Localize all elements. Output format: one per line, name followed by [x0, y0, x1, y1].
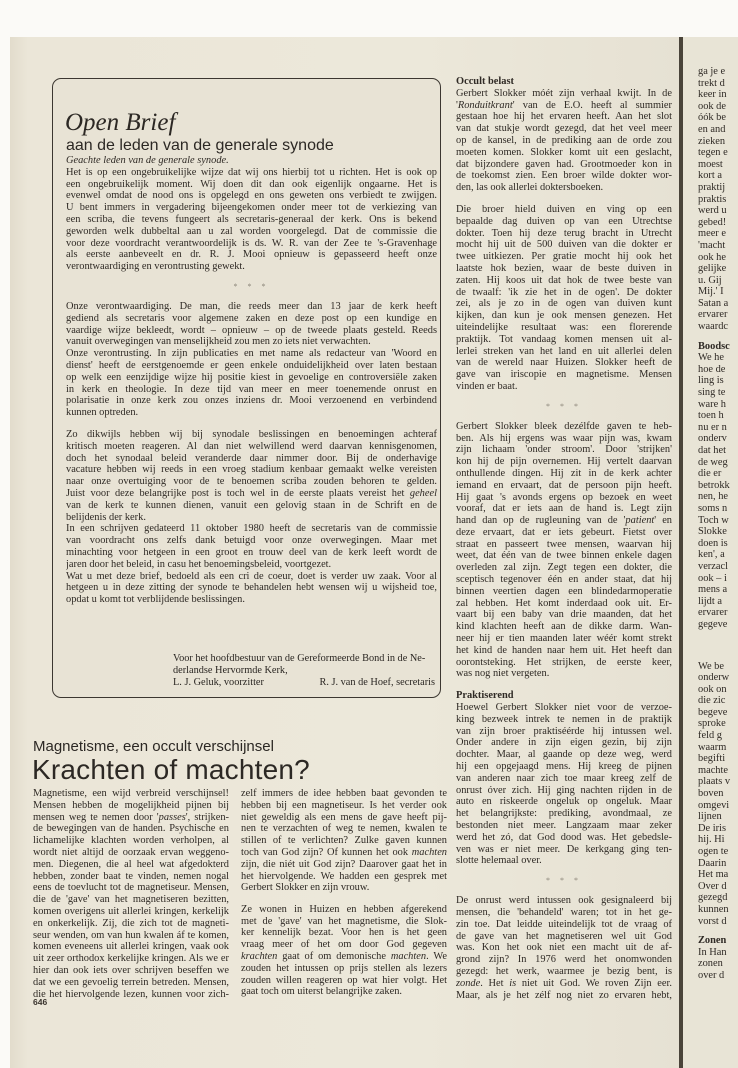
text-line: tegen e: [698, 147, 728, 159]
text-line: plaats v: [698, 776, 731, 788]
text-line: van dat stukje wordt gezegd, dat het veel meer: [456, 123, 672, 135]
text-segment: mensen weg te nemen door ': [33, 811, 159, 823]
emphasis: is: [509, 977, 517, 989]
text-line: Geachte leden van de generale synode.: [66, 155, 229, 166]
text-segment: toch van God zijn? Of kunnen het ook: [241, 846, 412, 858]
text-line: 'macht: [698, 239, 726, 251]
paragraph: [33, 788, 229, 1000]
text-line: hebben bij een magnetiseur. Is het verder ook: [241, 799, 447, 811]
paragraph: [66, 167, 437, 273]
text-line: oorontsteking. Het strijken, de eerste keer,: [456, 656, 672, 668]
text-line: stillen of te verlichten? Zulke gaven kunnen: [241, 835, 447, 847]
emphasis: machten: [390, 951, 427, 963]
article-column-2: [241, 788, 447, 998]
emphasis: machten: [411, 846, 447, 858]
text-line: mensen, die 'behandeld' waren; tot in het ge-: [456, 907, 672, 918]
subheading: Occult belast: [456, 76, 515, 87]
section-divider: * * *: [546, 876, 582, 886]
text-line: ling is: [698, 375, 724, 387]
text-line: [33, 812, 229, 824]
text-line: vaart bij een baby van drie maanden, dat het: [456, 609, 672, 621]
text-line: [456, 978, 672, 990]
text-line: In een schrijven gedateerd 11 oktober 1980 heeft de secretaris van de commissie: [66, 523, 437, 535]
text-segment: ' van de E.O. heeft al summier: [512, 99, 672, 111]
text-line: werd het zó, dat God dood was. Het gebedsle-: [456, 831, 672, 843]
text-line: ven was er niet meer. De kerkgang ging ten-: [456, 843, 672, 855]
text-line: op welk een eenzijdige wijze hij positie kiest in gevoelige en controversiële zaken: [66, 371, 437, 383]
text-line: hij een opgejaagd mens. Hij kreeg de pijnen: [456, 761, 672, 773]
text-line: hij. Hi: [698, 834, 725, 846]
text-line: ervarer: [698, 309, 728, 321]
text-line: de twaalf: 'ik zie het in de ogen'. De dokter: [456, 286, 672, 298]
text-line: zei, als je zo in de ogen van duiven kunt: [456, 298, 672, 310]
text-line: voor deze voordracht verantwoordelijk is ds. W. R. van der Zee te 's-Gravenhage: [66, 237, 437, 249]
text-line: lichamelijke klachten worden verholpen, al: [33, 835, 229, 847]
signature-line: Voor het hoofdbestuur van de Gereformeerde Bond in de Ne-: [173, 653, 426, 664]
text-line: overleden zal zijn. Zegt tegen een dokter, die: [456, 562, 672, 574]
text-line: onrust óver zich. Hij ging nachten rijden in de: [456, 784, 672, 796]
text-line: komen overigens uit allerlei kringen, kerkelijk: [33, 905, 229, 917]
paragraph: [456, 895, 672, 1001]
open-brief-title: Open Brief: [65, 109, 176, 136]
text-line: [241, 951, 447, 963]
text-line: van de kerk te kunnen dienen, vanuit een gelovig staan in de Schrift en de: [66, 499, 437, 511]
paragraph: [456, 702, 672, 867]
text-segment: niet uit God. We roven Zijn eer.: [516, 977, 672, 989]
text-line: zouden willen reageren op wat hier volgt. Het: [241, 974, 447, 986]
text-line: ook on: [698, 683, 727, 695]
text-line: eens de toevlucht tot de magnetiseur. Mensen,: [33, 882, 229, 894]
text-line: Satan a: [698, 297, 729, 309]
subheading: Zonen: [698, 935, 727, 947]
text-line: Het is op een ongebruikelijke wijze dat wij ons hierbij tot u richten. Het is ook op: [66, 166, 437, 178]
text-line: en and: [698, 123, 726, 135]
text-line: Hoewel Gerbert Slokker niet voor de verzoe-: [456, 702, 672, 714]
text-line: trekt d: [698, 77, 725, 89]
emphasis: geheel: [409, 487, 437, 499]
text-line: hetgeen u in deze zitting der synode te behandelen hebt wensen wij u wijsheid toe,: [66, 582, 437, 594]
paragraph: [698, 947, 738, 982]
text-line: men. Diegenen, die al heel wat afgedokterd: [33, 858, 229, 870]
text-line: bestonden niet meer. Langzaam maar zeker: [456, 820, 672, 832]
text-line: dat we een gevoelig terrein betreden. Mensen,: [33, 976, 229, 988]
section-divider: * * *: [233, 281, 270, 291]
text-line: nu er n: [698, 421, 727, 433]
text-line: De onrust werd intussen ook gesignaleerd bij: [456, 895, 672, 907]
text-line: naar onze overtuiging voor de te benoemen scriba zouden behoren te gelden.: [66, 476, 437, 488]
text-line: die er: [698, 468, 722, 480]
text-line: Onder andere in zijn eigen gezin, bij zijn: [456, 737, 672, 749]
text-line: gediend als secretaris voor algemene zaken en deze post op een kundige en: [66, 312, 437, 324]
text-line: praktij: [698, 181, 726, 193]
text-line: waardc: [698, 321, 728, 333]
text-line: uit zeer orthodox kerkelijke kringen. Als we er: [33, 953, 229, 965]
text-line: minachting voor hetgeen in een groot en trouw deel van de kerk leeft wordt de: [66, 546, 437, 558]
text-line: [456, 515, 672, 527]
text-line: u. Gij: [698, 274, 722, 286]
text-line: Hij gaat 's avonds ergens op bezoek en weet: [456, 491, 672, 503]
text-line: Over d: [698, 880, 727, 892]
text-line: onthullende dingen. Hij zit in de kerk achter: [456, 467, 672, 479]
text-line: Gerbert Slokker en zijn vrouw.: [241, 882, 370, 894]
text-line: gave van iriscopie en magnetisme. Mensen: [456, 369, 672, 381]
text-line: meer e: [698, 228, 726, 240]
text-line: gezegd: [698, 892, 728, 904]
text-line: Slokke: [698, 526, 727, 538]
text-line: nen, he: [698, 491, 729, 503]
text-line: Onze verontrusting. In zijn publicaties en met name als redacteur van 'Woord en: [66, 348, 437, 360]
signature-line: derlandse Hervormde Kerk,: [173, 665, 288, 676]
text-line: [456, 100, 672, 112]
signature-names: [173, 677, 435, 689]
text-line: vaardige wijze bekleedt, wordt – opnieuw – op de tweede plaats gesteld. Reeds: [66, 324, 437, 336]
text-line: straat en passeert twee mensen, waarvan hij: [456, 538, 672, 550]
text-line: Ze wonen in Huizen en hebben afgerekend: [241, 903, 447, 915]
paragraph: [241, 904, 447, 998]
text-line: de gave van het magnetiseren wel uit God: [456, 930, 672, 942]
text-line: dokter. Toen hij deze terug bracht in Utrecht: [456, 227, 672, 239]
text-line: de toekomst zien. Een broer wilde dokter wor-: [456, 170, 672, 182]
text-line: Maar, als je het zélf nog niet zo ervaren hebt,: [456, 989, 672, 1001]
article-column-right: [456, 76, 672, 1001]
text-line: ware h: [698, 398, 726, 410]
text-line: twee uitkiezen. Per gratie mocht hij ook het: [456, 251, 672, 263]
text-line: ook – i: [698, 572, 727, 584]
text-line: weet, dat één van de twee binnen enkele dagen: [456, 550, 672, 562]
text-line: kon hij de pijn overnemen. Hij vertelt daarvan: [456, 456, 672, 468]
emphasis: krachten: [241, 951, 278, 963]
text-line: den, las ook allerlei doktersboeken.: [456, 182, 604, 194]
text-line: mocht hij uit de 500 duiven van die dokter er: [456, 239, 672, 251]
text-line: zijn lichaam 'onder stroom'. Door 'strijken': [456, 444, 672, 456]
text-line: [241, 847, 447, 859]
text-line: auto en riskeerde ongeluk op ongeluk. Maar: [456, 796, 672, 808]
text-line: in kerk en theologie. In deze tijd van meer en meer toenemende onrust en: [66, 383, 437, 395]
emphasis: zonde: [456, 977, 481, 989]
text-line: mens a: [698, 584, 728, 596]
text-line: sproke: [698, 718, 726, 730]
text-line: van de wereld naar Huizen. Slokker heeft de: [456, 357, 672, 369]
text-line: uiteindelijke resultaat was: een florerende: [456, 321, 672, 333]
text-line: de bewegingen van de handen. Psychische en: [33, 823, 229, 835]
paragraph: [66, 429, 437, 523]
text-line: vanuit overwegingen van menselijkheid zou men zo iets niet verwachten.: [66, 336, 371, 348]
text-line: komen eveneens uit allerlei kringen, vaak ook: [33, 941, 229, 953]
text-segment: ', strijken-: [185, 811, 229, 823]
text-line: hoe de: [698, 363, 726, 375]
text-line: hier dan ook iets over schrijven beseffen we: [33, 964, 229, 976]
text-line: een ongebruikelijk moment. Wij doen dit dan ook eigenlijk ongaarne. Het is: [66, 178, 437, 190]
text-line: soms n: [698, 502, 728, 514]
text-line: De iris: [698, 822, 726, 834]
text-line: en onkerkelijk. Zij, die zich tot de magneti-: [33, 917, 229, 929]
text-line: king bezweek intrek te nemen in de praktijk: [456, 713, 672, 725]
paragraph: [66, 301, 437, 348]
text-segment: . Het: [480, 977, 510, 989]
text-line: kijken, dan kun je ook mensen genezen. Het: [456, 310, 672, 322]
text-line: zouden het intussen op prijs stellen als lezers: [241, 962, 447, 974]
text-line: laatste hok bezien, waar de beste duiven in: [456, 262, 672, 274]
text-line: Wat u met deze brief, bedoeld als een cri de coeur, doet is verder uw zaak. Voor al: [66, 570, 437, 582]
paragraph: [698, 352, 738, 630]
text-line: gegeve: [698, 618, 728, 630]
text-line: praktijk. Tot vandaag komen mensen uit al-: [456, 333, 672, 345]
text-line: lerlei streken van het land en uit allerlei delen: [456, 345, 672, 357]
text-line: het hiervolgende. We hadden een gesprek met: [241, 870, 447, 882]
text-line: dochter. Maar, al gaande op deze weg, werd: [456, 749, 672, 761]
text-line: praktis: [698, 193, 727, 205]
text-line: zaten. Hij koos uit dat hok de twee beste van: [456, 274, 672, 286]
paragraph-gap: [698, 631, 738, 661]
text-line: vacature hebben wij reeds in een vroeg stadium kenbaar gemaakt welke vereisten: [66, 464, 437, 476]
text-line: zelf immers de idee hebben baat gevonden te: [241, 788, 447, 799]
text-line: ker kennelijk bezat. Voor hen is het geen: [241, 927, 447, 939]
text-line: grond zijn? In 1976 werd het onomwonden: [456, 954, 672, 966]
text-line: ga je e: [698, 66, 726, 77]
text-line: het belangrijkste: prediking, avondmaal, ze: [456, 808, 672, 820]
paragraph: [456, 421, 672, 681]
text-line: die zic: [698, 695, 726, 707]
text-line: Mensen hebben de mogelijkheid pijnen bij: [33, 799, 229, 811]
text-line: zonen: [698, 958, 723, 970]
text-line: nen te verzachten of weg te nemen, kwalen te: [241, 823, 447, 835]
text-line: gaat toch om uiterst belangrijke zaken.: [241, 986, 402, 998]
text-line: van anderen naar zich toe maar kreeg zelf de: [456, 772, 672, 784]
text-segment: ': [456, 99, 458, 111]
section-divider: * * *: [546, 401, 582, 411]
emphasis: passes: [158, 811, 186, 823]
paragraph: [698, 661, 738, 928]
paragraph: [241, 788, 447, 894]
text-line: Magnetisme, een wijd verbreid verschijnsel!: [33, 788, 229, 799]
text-line: zal hebben. Het komt inderdaad ook uit. Er-: [456, 597, 672, 609]
text-line: was. Kon het ook niet een macht uit de af-: [456, 942, 672, 954]
text-line: doen is: [698, 537, 728, 549]
text-line: vraag meer of het om door God gegeven: [241, 939, 447, 951]
paragraph-gap: [241, 894, 447, 904]
text-line: was nog niet vergeten.: [456, 668, 550, 680]
text-line: dat bijzondere gaven had. Grootmoeder kon in: [456, 158, 672, 170]
text-line: ben. Als hij ergens was waar pijn was, kwam: [456, 432, 672, 444]
text-segment: Juist voor deze belangrijke post is toch wel in de eerste plaats vereist het: [66, 487, 410, 499]
text-segment: gaat of om demonische: [277, 951, 391, 963]
text-line: opdat u komt tot verblijdende beslissingen.: [66, 594, 245, 606]
text-line: machte: [698, 764, 728, 776]
text-line: ook de: [698, 100, 726, 112]
text-line: als eerste aanbeveelt en dr. R. J. Mooi opnieuw is gepasseerd heeft onze: [66, 249, 437, 261]
text-line: kritisch moeten reageren. Al dan niet welwillend werd daarvan kennisgenomen,: [66, 440, 437, 452]
text-line: doch het synodaal beleid veranderde daar nimmer door. Bij de onderhavige: [66, 452, 437, 464]
text-line: sceptisch tegenover één en ander staat, dat hij: [456, 574, 672, 586]
article-headline: Krachten of machten?: [32, 754, 310, 785]
text-line: begeve: [698, 706, 728, 718]
text-line: dat het: [698, 445, 726, 456]
text-line: lijdt a: [698, 595, 722, 607]
paragraph: [66, 155, 437, 167]
text-line: Zo dikwijls hebben wij bij synodale beslissingen en benoemingen achteraf: [66, 428, 437, 440]
text-line: kind klachten heeft aan de dikke darm. Wan-: [456, 621, 672, 633]
text-line: moeten komen. Slokker komt uit een geslacht,: [456, 146, 672, 158]
text-line: lijnen: [698, 811, 722, 823]
text-line: de weg: [698, 456, 728, 468]
text-line: met de 'gave' van het magnetisme, die Slok-: [241, 915, 447, 927]
text-line: Daarin: [698, 857, 727, 869]
text-line: verzacl: [698, 560, 728, 572]
paragraph: [456, 204, 672, 393]
text-line: over d: [698, 969, 725, 981]
text-line: sing te: [698, 387, 726, 399]
text-line: vooraf, dat er iets aan de hand is. Legt zijn: [456, 503, 672, 515]
text-line: jaren door het beleid, in casu het benoemingsbeleid, voortgezet.: [66, 558, 332, 570]
subheading: Boodsc: [698, 340, 730, 352]
paragraph: [66, 348, 437, 419]
text-line: vinden er baat.: [456, 380, 518, 392]
paragraph: [66, 523, 437, 570]
text-line: die de 'gave' van het magnetiseren bezitten,: [33, 894, 229, 906]
paragraph: [698, 66, 738, 333]
paragraph-gap: [456, 680, 672, 690]
text-line: evenwel omdat de nood ons is opgelegd en ons geweten ons verbiedt te zwijgen.: [66, 190, 437, 202]
text-line: ogen te: [698, 846, 729, 857]
text-line: Onze verontwaardiging. De man, die reeds meer dan 13 jaar de kerk heeft: [66, 300, 437, 312]
text-line: Het ma: [698, 869, 729, 881]
open-brief-body: [66, 155, 437, 606]
paragraph-gap: [698, 333, 738, 341]
text-line: gebed!: [698, 216, 727, 228]
text-line: hebben, zonder baat te vinden, nemen nogal: [33, 870, 229, 882]
text-line: gelijke: [698, 263, 727, 275]
paragraph-gap: [66, 419, 437, 429]
text-line: [66, 488, 437, 500]
text-line: binnen veertien dagen een blindedarmoperatie: [456, 585, 672, 597]
text-line: ken', a: [698, 549, 725, 561]
text-line: gezegd: het werk, waarmee je bezig bent, is: [456, 965, 672, 977]
text-line: seur wenden, om van hun kwalen áf te komen,: [33, 929, 229, 941]
text-line: In Han: [698, 946, 727, 958]
text-line: zieken: [698, 135, 726, 147]
open-brief-subtitle: aan de leden van de generale synode: [66, 137, 334, 154]
text-line: onderv: [698, 433, 727, 445]
text-line: ervarer: [698, 607, 728, 619]
text-line: verontwaardiging en verontrusting gewekt.: [66, 261, 245, 273]
text-line: U bent immers in vergadering bijeengekomen onder meer tot de verkiezing van: [66, 202, 437, 214]
open-brief-box: [52, 78, 441, 698]
text-line: gestaan hoe hij het ervaren heeft. Aan het slot: [456, 111, 672, 123]
text-line: keer in: [698, 89, 727, 101]
text-line: het kind de handen naar hem uit. Het heeft dan: [456, 644, 672, 656]
text-line: deze ervaart, dat er iets gebeurt. Fietst over: [456, 526, 672, 538]
text-line: een scriba, die tevens fungeert als secretaris-generaal der kerk. Ons is bekend: [66, 213, 437, 225]
signatory-secretary: R. J. van de Hoef, secretaris: [319, 677, 435, 688]
text-line: van voordracht ons zelfs dank betuigd voor onze overwegingen. Maar met: [66, 535, 437, 547]
text-line: We be: [698, 660, 724, 672]
text-line: onderw: [698, 672, 730, 684]
text-line: We he: [698, 352, 724, 364]
text-line: die het hiervolgende lezen, kunnen voor zich-: [33, 988, 229, 1000]
text-line: kort a: [698, 170, 722, 182]
text-line: feld g: [698, 730, 722, 742]
article-column-1: [33, 788, 229, 1000]
text-line: toen h: [698, 410, 724, 422]
text-segment: ' en: [654, 515, 672, 527]
page-number: 646: [33, 997, 48, 1007]
text-line: belijdenis der kerk.: [66, 511, 146, 523]
text-line: waarm: [698, 741, 727, 753]
text-line: wordt niet altijd de oorzaak ervan weggeno-: [33, 846, 229, 858]
next-page-column: [698, 66, 738, 982]
subheading: Praktiserend: [456, 690, 514, 702]
text-line: omgevi: [698, 799, 730, 811]
text-line: bepaalde dag duiven op van een Utrechtse: [456, 215, 672, 227]
text-line: óók be: [698, 112, 726, 124]
text-line: Mij.' I: [698, 286, 724, 298]
text-line: dienst' heeft de eerstgenoemde er geen enkele onduidelijkheid over laten bestaan: [66, 359, 437, 371]
text-line: begifti: [698, 753, 726, 765]
text-segment: . We: [426, 951, 447, 963]
text-line: moest: [698, 158, 723, 170]
text-line: vorst d: [698, 915, 727, 927]
text-line: zijn, die niét uit God zijn? Daarover gaat het in: [241, 858, 447, 870]
paragraph: [456, 88, 672, 194]
paragraph-gap: [698, 927, 738, 935]
text-line: niet geweldig als een mens de gave heeft pij-: [241, 811, 447, 823]
text-line: van zijn broer praktiséérde hij intussen wel.: [456, 725, 672, 737]
text-line: Die broer hield duiven en ving op een: [456, 203, 672, 215]
text-line: kunnen optreden.: [66, 407, 139, 419]
text-line: iemand en ervaart, dat de persoon pijn heeft.: [456, 479, 672, 491]
text-line: neer hij er tien maanden later wéér komt strekt: [456, 633, 672, 645]
text-line: op de kansel, in de prediking aan de orde zou: [456, 134, 672, 146]
text-line: geworden welk dubbeltal aan u zal worden voorgelegd. Dat de commissie die: [66, 225, 437, 237]
text-line: Gerbert Slokker móét zijn verhaal kwijt. In de: [456, 87, 672, 99]
text-line: ook he: [698, 251, 726, 263]
text-segment: hand dan op de rugleuning van de ': [456, 515, 626, 527]
text-line: Toch w: [698, 514, 729, 526]
text-line: boven: [698, 788, 724, 800]
text-line: kunnen: [698, 903, 729, 915]
text-line: zin toe. Dat leidde uiteindelijk tot de vraag of: [456, 918, 672, 930]
text-line: polarisatie in onze kerk zou onzes inziens dr. Mooi verzoenend en verbindend: [66, 395, 437, 407]
paragraph: [66, 571, 437, 606]
signatory-chair: L. J. Geluk, voorzitter: [173, 677, 264, 688]
emphasis: patient: [625, 515, 655, 527]
paragraph-gap: [456, 194, 672, 204]
text-line: slotte helemaal over.: [456, 855, 542, 867]
article-kicker: Magnetisme, een occult verschijnsel: [33, 738, 274, 755]
text-line: betrokk: [698, 479, 730, 491]
text-line: werd u: [698, 205, 727, 217]
emphasis: Ronduitkrant: [457, 99, 513, 111]
text-line: Gerbert Slokker bleek dezélfde gaven te heb-: [456, 420, 672, 432]
signature: [173, 653, 435, 689]
